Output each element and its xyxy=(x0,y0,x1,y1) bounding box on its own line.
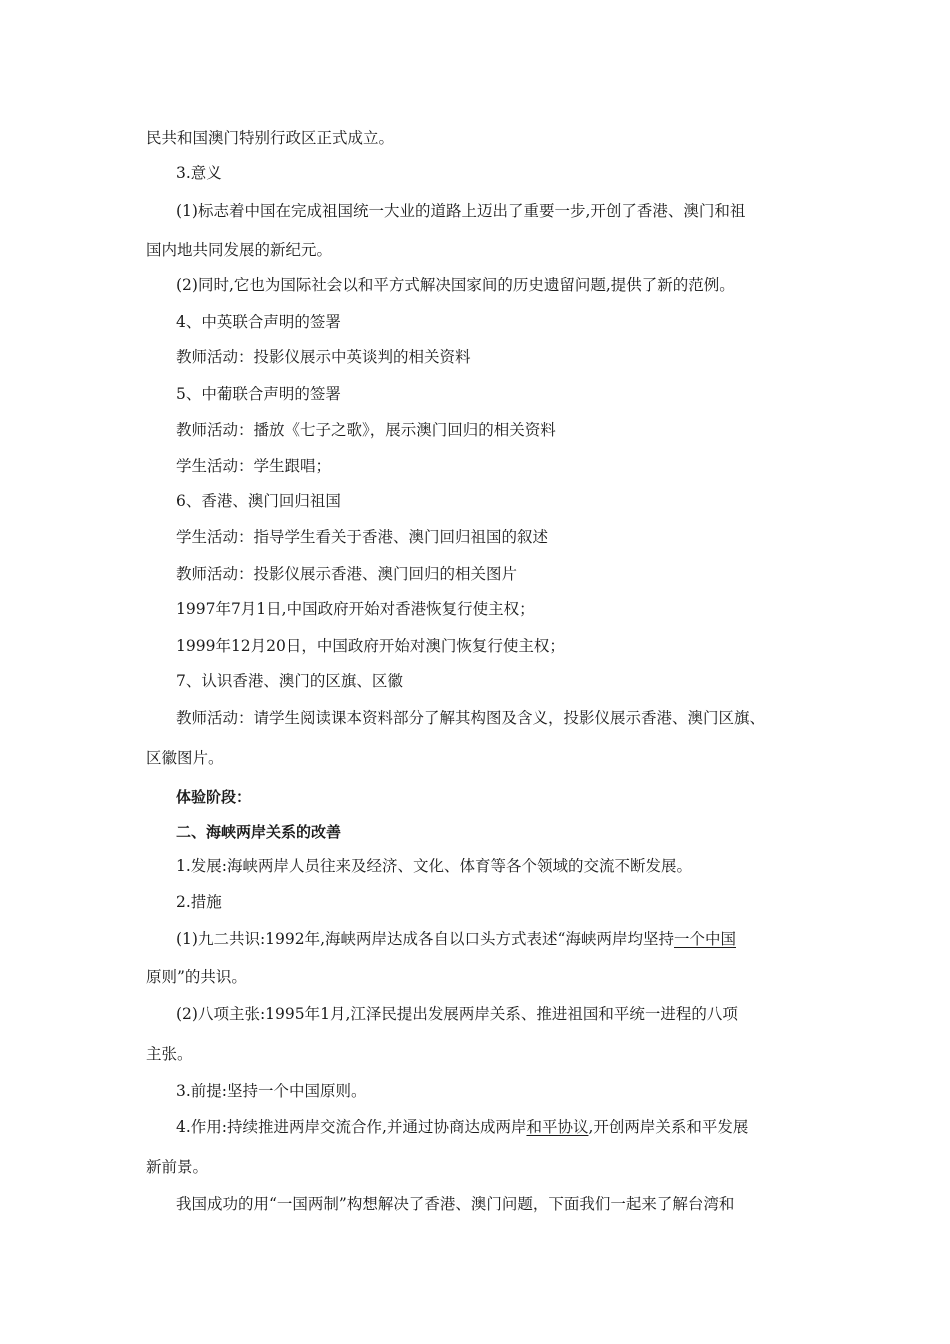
section-heading-return: 6、香港、澳门回归祖国 xyxy=(176,492,341,510)
text-run: (1)九二共识:1992年,海峡两岸达成各自以口头方式表述“海峡两岸均坚持 xyxy=(176,930,674,948)
text-line: 我国成功的用“一国两制”构想解决了香港、澳门问题，下面我们一起来了解台湾和 xyxy=(176,1195,735,1213)
text-line: 教师活动：播放《七子之歌》，展示澳门回归的相关资料 xyxy=(176,421,556,439)
text-line xyxy=(176,929,736,949)
text-line: 国内地共同发展的新纪元。 xyxy=(146,241,333,259)
section-heading-cross-strait: 二、海峡两岸关系的改善 xyxy=(176,823,342,841)
section-heading-flags: 7、认识香港、澳门的区旗、区徽 xyxy=(176,672,403,690)
text-line: 1999年12月20日，中国政府开始对澳门恢复行使主权； xyxy=(176,637,565,655)
text-line: 教师活动：投影仪展示中英谈判的相关资料 xyxy=(176,348,471,366)
text-line: 区徽图片。 xyxy=(146,749,224,767)
text-line: 1997年7月1日,中国政府开始对香港恢复行使主权； xyxy=(176,600,535,618)
section-heading-sino-british-declaration: 4、中英联合声明的签署 xyxy=(176,313,341,331)
text-line: 学生活动：指导学生看关于香港、澳门回归祖国的叙述 xyxy=(176,528,549,546)
text-line: 1.发展:海峡两岸人员往来及经济、文化、体育等各个领域的交流不断发展。 xyxy=(176,857,693,875)
text-line: (1)标志着中国在完成祖国统一大业的道路上迈出了重要一步,开创了香港、澳门和祖 xyxy=(176,202,746,220)
text-line: 新前景。 xyxy=(146,1158,209,1176)
text-line: 教师活动：请学生阅读课本资料部分了解其构图及含义，投影仪展示香港、澳门区旗、 xyxy=(176,709,766,727)
text-line: 3.前提:坚持一个中国原则。 xyxy=(176,1082,367,1100)
text-line: (2)八项主张:1995年1月,江泽民提出发展两岸关系、推进祖国和平统一进程的八项 xyxy=(176,1005,738,1023)
underlined-text: 和平协议 xyxy=(526,1118,589,1136)
text-line: 教师活动：投影仪展示香港、澳门回归的相关图片 xyxy=(176,565,518,583)
stage-heading: 体验阶段： xyxy=(176,788,252,806)
text-line: 原则”的共识。 xyxy=(146,968,247,986)
underlined-text: 一个中国 xyxy=(673,930,736,948)
text-line: 主张。 xyxy=(146,1045,193,1063)
text-line xyxy=(176,1117,748,1137)
text-line: (2)同时,它也为国际社会以和平方式解决国家间的历史遗留问题,提供了新的范例。 xyxy=(176,276,735,294)
text-line: 学生活动：学生跟唱； xyxy=(176,457,332,475)
section-heading-significance: 3.意义 xyxy=(176,164,222,182)
text-run: 4.作用:持续推进两岸交流合作,并通过协商达成两岸 xyxy=(176,1118,527,1136)
subheading-measures: 2.措施 xyxy=(176,893,222,911)
text-line: 民共和国澳门特别行政区正式成立。 xyxy=(146,129,395,147)
text-run: ,开创两岸关系和平发展 xyxy=(588,1118,749,1136)
section-heading-sino-portuguese-declaration: 5、中葡联合声明的签署 xyxy=(176,385,341,403)
